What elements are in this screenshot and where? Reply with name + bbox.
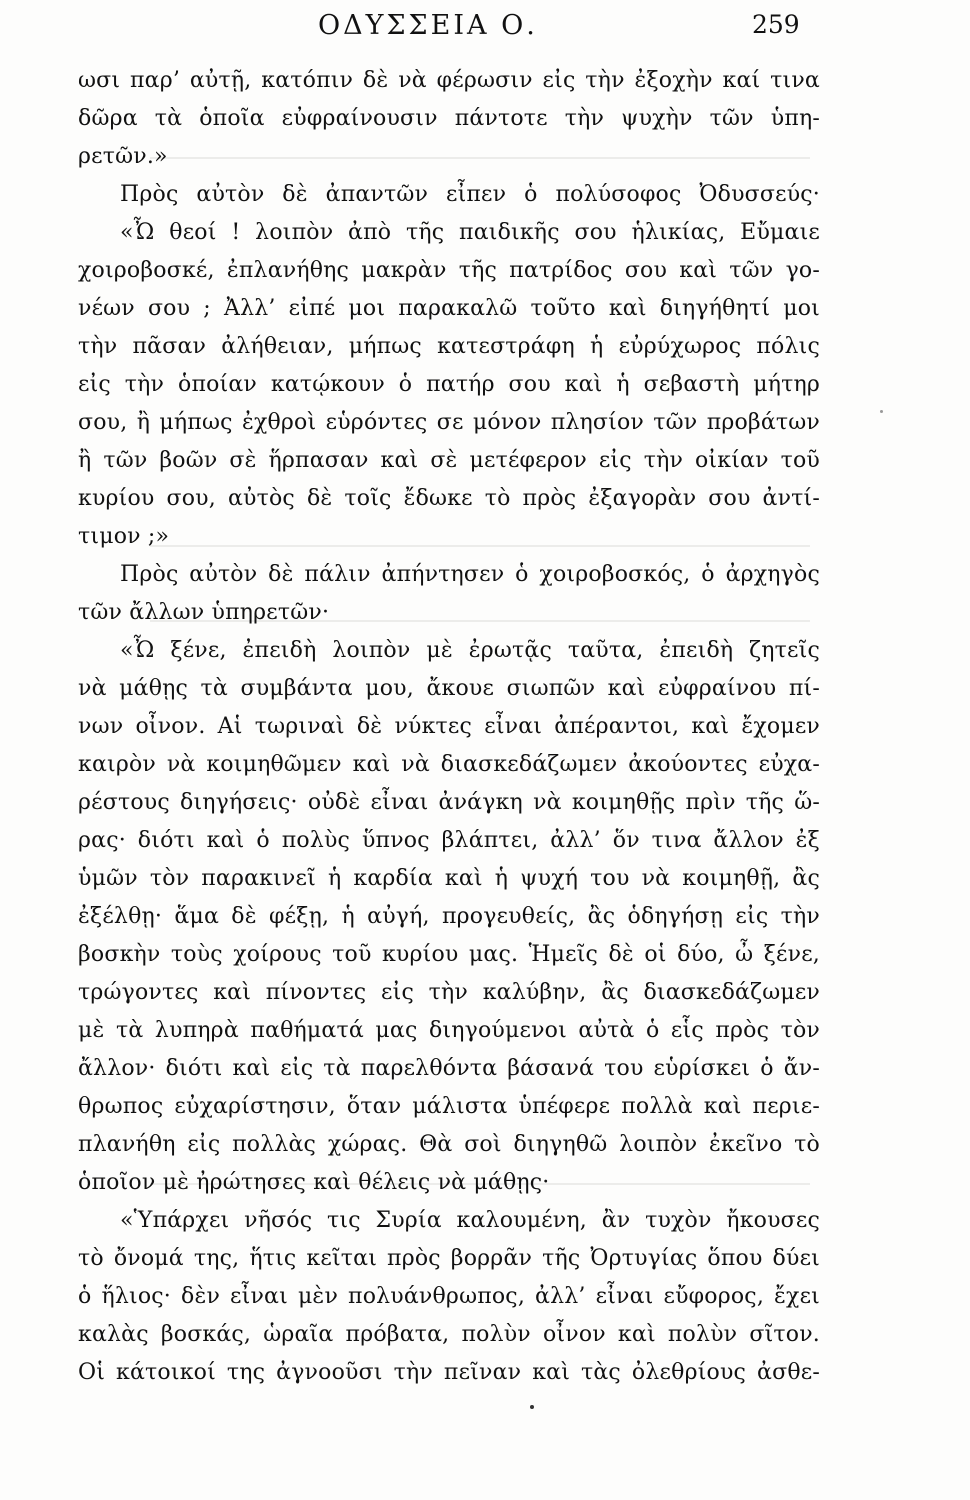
text-line: τὴν πᾶσαν ἀλήθειαν, μήπως κατεστράφη ἡ εὐρύχωρος πόλις bbox=[78, 334, 820, 359]
bleed-through-mark bbox=[150, 545, 810, 547]
text-line: τὸ ὄνομά της, ἥτις κεῖται πρὸς βορρᾶν τῆς Ὀρτυγίας ὅπου δύει bbox=[78, 1246, 820, 1271]
text-line: δῶρα τὰ ὁποῖα εὐφραίνουσιν πάντοτε τὴν ψυχὴν τῶν ὑπη- bbox=[78, 106, 820, 131]
text-line: θρωπος εὐχαρίστησιν, ὅταν μάλιστα ὑπέφερε πολλὰ καὶ περιε- bbox=[78, 1094, 820, 1119]
text-line: ὁ ἥλιος· δὲν εἶναι μὲν πολυάνθρωπος, ἀλλ’ εἶναι εὔφορος, ἔχει bbox=[78, 1284, 820, 1309]
text-line: Πρὸς αὐτὸν δὲ ἀπαντῶν εἶπεν ὁ πολύσοφος Ὀδυσσεύς· bbox=[120, 182, 820, 207]
text-line: τρώγοντες καὶ πίνοντες εἰς τὴν καλύβην, ἂς διασκεδάζωμεν bbox=[78, 980, 820, 1005]
text-line: ρετῶν.» bbox=[78, 144, 168, 169]
text-line: νὰ μάθῃς τὰ συμβάντα μου, ἄκουε σιωπῶν καὶ εὐφραίνου πί- bbox=[78, 676, 820, 701]
text-line: καιρὸν νὰ κοιμηθῶμεν καὶ νὰ διασκεδάζωμεν ἀκούοντες εὐχα- bbox=[78, 752, 820, 777]
text-line: μὲ τὰ λυπηρὰ παθήματά μας διηγούμενοι αὐτὰ ὁ εἷς πρὸς τὸν bbox=[78, 1018, 820, 1043]
text-line: νων οἶνον. Αἱ τωριναὶ δὲ νύκτες εἶναι ἀπέραντοι, καὶ ἔχομεν bbox=[78, 714, 820, 739]
text-line: εἰς τὴν ὁποίαν κατῴκουν ὁ πατήρ σου καὶ ἡ σεβαστὴ μήτηρ bbox=[78, 372, 820, 397]
text-line: Πρὸς αὐτὸν δὲ πάλιν ἀπήντησεν ὁ χοιροβοσκός, ὁ ἀρχηγὸς bbox=[120, 562, 820, 587]
text-line: ωσι παρ’ αὐτῇ, κατόπιν δὲ νὰ φέρωσιν εἰς τὴν ἐξοχὴν καί τινα bbox=[78, 68, 820, 93]
text-line: πλανήθη εἰς πολλὰς χώρας. Θὰ σοὶ διηγηθῶ λοιπὸν ἐκεῖνο τὸ bbox=[78, 1132, 820, 1157]
text-line: «Ὑπάρχει νῆσός τις Συρία καλουμένη, ἂν τυχὸν ἤκουσες bbox=[120, 1208, 820, 1233]
ink-speck bbox=[880, 410, 883, 413]
text-line: ἐξέλθῃ· ἅμα δὲ φέξῃ, ἡ αὐγή, προγευθείς, ἂς ὁδηγήσῃ εἰς τὴν bbox=[78, 904, 820, 929]
ink-speck bbox=[530, 1405, 534, 1409]
text-line: ὁποῖον μὲ ἠρώτησες καὶ θέλεις νὰ μάθῃς· bbox=[78, 1170, 550, 1195]
text-line: ἄλλον· διότι καὶ εἰς τὰ παρελθόντα βάσανά του εὑρίσκει ὁ ἄν- bbox=[78, 1056, 820, 1081]
text-line: τῶν ἄλλων ὑπηρετῶν· bbox=[78, 600, 330, 625]
text-line: κυρίου σου, αὐτὸς δὲ τοῖς ἔδωκε τὸ πρὸς ἐξαγορὰν σου ἀντί- bbox=[78, 486, 820, 511]
text-line: χοιροβοσκέ, ἐπλανήθης μακρὰν τῆς πατρίδος σου καὶ τῶν γο- bbox=[78, 258, 820, 283]
text-line: «Ὦ ξένε, ἐπειδὴ λοιπὸν μὲ ἐρωτᾷς ταῦτα, ἐπειδὴ ζητεῖς bbox=[120, 638, 820, 663]
text-line: ρέστους διηγήσεις· οὐδὲ εἶναι ἀνάγκη νὰ κοιμηθῇς πρὶν τῆς ὥ- bbox=[78, 790, 820, 815]
text-line: νέων σου ; Ἀλλ’ εἰπέ μοι παρακαλῶ τοῦτο καὶ διηγήθητί μοι bbox=[78, 296, 820, 321]
text-line: ἢ τῶν βοῶν σὲ ἥρπασαν καὶ σὲ μετέφερον εἰς τὴν οἰκίαν τοῦ bbox=[78, 448, 820, 473]
running-title: ΟΔΥΣΣΕΙΑ Ο. bbox=[318, 10, 538, 41]
text-line: ρας· διότι καὶ ὁ πολὺς ὕπνος βλάπτει, ἀλλ’ ὅν τινα ἄλλον ἐξ bbox=[78, 828, 820, 853]
text-line: σου, ἢ μήπως ἐχθροὶ εὑρόντες σε μόνον πλησίον τῶν προβάτων bbox=[78, 410, 820, 435]
text-line: βοσκὴν τοὺς χοίρους τοῦ κυρίου μας. Ἡμεῖς δὲ οἱ δύο, ὦ ξένε, bbox=[78, 942, 820, 967]
text-line: ὑμῶν τὸν παρακινεῖ ἡ καρδία καὶ ἡ ψυχή του νὰ κοιμηθῇ, ἂς bbox=[78, 866, 820, 891]
running-head bbox=[0, 8, 970, 48]
text-line: καλὰς βοσκάς, ὡραῖα πρόβατα, πολὺν οἶνον καὶ πολὺν σῖτον. bbox=[78, 1322, 820, 1347]
page-number: 259 bbox=[752, 10, 800, 39]
text-line: «Ὦ θεοί ! λοιπὸν ἀπὸ τῆς παιδικῆς σου ἡλικίας, Εὔμαιε bbox=[120, 220, 820, 245]
bleed-through-mark bbox=[150, 157, 810, 159]
text-line: Οἱ κάτοικοί της ἀγνοοῦσι τὴν πεῖναν καὶ τὰς ὀλεθρίους ἀσθε- bbox=[78, 1360, 820, 1385]
text-line: τιμον ;» bbox=[78, 524, 170, 549]
